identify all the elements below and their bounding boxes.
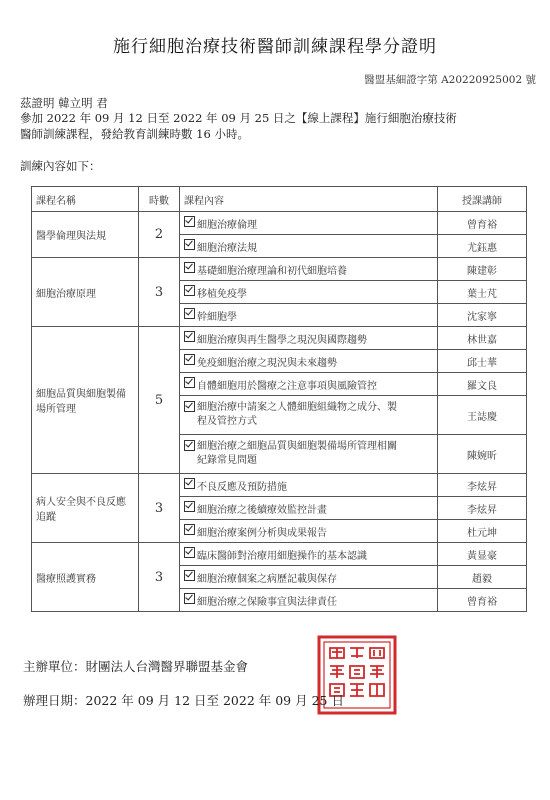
teacher-cell: 陳建彰 [438, 258, 527, 281]
header-course-name: 課程名稱 [32, 187, 139, 212]
course-content-cell [180, 373, 438, 396]
statement-line-1: 參加 2022 年 09 月 12 日至 2022 年 09 月 25 日之【線上課程】施行細胞治療技術 [20, 111, 457, 125]
course-content-text: 細胞治療中請案之人體細胞組織物之成分、製程及管控方式 [197, 402, 397, 427]
course-content-cell [180, 281, 438, 304]
checked-checkbox-icon [184, 331, 195, 342]
course-content-text: 細胞治療案例分析與成果報告 [197, 527, 327, 539]
teacher-cell: 林世嘉 [438, 327, 527, 350]
course-content-cell [180, 589, 438, 612]
course-content-text: 免疫細胞治療之現況與未來趨勢 [197, 357, 337, 369]
course-hours-cell: 3 [139, 543, 180, 612]
course-hours-cell: 3 [139, 258, 180, 327]
teacher-cell: 邱士華 [438, 350, 527, 373]
checked-checkbox-icon [184, 308, 195, 319]
teacher-cell: 王誌慶 [438, 396, 527, 435]
organizer-line: 主辦單位：財團法人台灣醫界聯盟基金會 [23, 659, 249, 674]
checked-checkbox-icon [184, 354, 195, 365]
course-content-text: 細胞治療與再生醫學之現況與國際趨勢 [197, 334, 367, 346]
checked-checkbox-icon [184, 570, 195, 581]
teacher-cell: 李炫昇 [438, 474, 527, 497]
header-hours: 時數 [139, 187, 180, 212]
checked-checkbox-icon [184, 401, 195, 412]
teacher-cell: 李炫昇 [438, 497, 527, 520]
course-content-text: 細胞治療倫理 [197, 219, 257, 231]
course-hours-cell: 2 [139, 212, 180, 258]
contents-label: 訓練內容如下： [20, 159, 101, 173]
course-content-text: 細胞治療之後續療效監控計畫 [197, 504, 327, 516]
course-hours-cell: 5 [139, 327, 180, 474]
checked-checkbox-icon [184, 524, 195, 535]
teacher-cell: 葉士芃 [438, 281, 527, 304]
course-content-text: 細胞治療個案之病歷記載與保存 [197, 573, 337, 585]
checked-checkbox-icon [184, 262, 195, 273]
document-number: 醫盟基細證字第 A20220925002 號 [364, 74, 536, 86]
table-header-row [32, 187, 527, 212]
course-content-text: 不良反應及預防措施 [197, 481, 287, 493]
course-content-text: 基礎細胞治療理論和初代細胞培養 [197, 265, 347, 277]
teacher-cell: 曾育裕 [438, 212, 527, 235]
checked-checkbox-icon [184, 216, 195, 227]
table-row [32, 474, 527, 497]
certify-line: 茲證明 韓立明 君 [20, 96, 108, 110]
course-content-cell [180, 435, 438, 474]
table-row [32, 543, 527, 566]
statement-line-2: 醫師訓練課程，發給教育訓練時數 16 小時。 [20, 127, 249, 141]
header-teacher: 授課講師 [438, 187, 527, 212]
checked-checkbox-icon [184, 501, 195, 512]
teacher-cell: 黃显豪 [438, 543, 527, 566]
course-content-cell [180, 520, 438, 543]
course-name-cell: 病人安全與不良反應追蹤 [32, 474, 139, 543]
course-name-cell: 細胞品質與細胞製備場所管理 [32, 327, 139, 474]
course-name-cell: 醫療照護實務 [32, 543, 139, 612]
checked-checkbox-icon [184, 478, 195, 489]
course-content-cell [180, 396, 438, 435]
teacher-cell: 陳婉昕 [438, 435, 527, 474]
course-content-cell [180, 235, 438, 258]
table-row [32, 327, 527, 350]
course-content-text: 移植免疫學 [197, 288, 247, 300]
teacher-cell: 沈家寧 [438, 304, 527, 327]
course-content-cell [180, 543, 438, 566]
teacher-cell: 曾育裕 [438, 589, 527, 612]
course-content-text: 臨床醫師對治療用細胞操作的基本認識 [197, 550, 367, 562]
header-content: 課程內容 [180, 187, 438, 212]
checked-checkbox-icon [184, 239, 195, 250]
course-content-cell [180, 474, 438, 497]
teacher-cell: 趙毅 [438, 566, 527, 589]
course-content-cell [180, 258, 438, 281]
checked-checkbox-icon [184, 285, 195, 296]
course-content-cell [180, 212, 438, 235]
course-content-cell [180, 327, 438, 350]
course-content-text: 細胞治療法規 [197, 242, 257, 254]
course-content-text: 細胞治療之保險事宜與法律責任 [197, 596, 337, 608]
course-content-text: 細胞治療之細胞品質與細胞製備場所管理相關紀錄常見問題 [197, 441, 397, 466]
course-table [31, 186, 527, 612]
teacher-cell: 羅文良 [438, 373, 527, 396]
checked-checkbox-icon [184, 593, 195, 604]
course-content-cell [180, 566, 438, 589]
table-row [32, 258, 527, 281]
course-content-text: 自體細胞用於醫療之注意事項與風險管控 [197, 380, 377, 392]
course-content-cell [180, 350, 438, 373]
checked-checkbox-icon [184, 547, 195, 558]
teacher-cell: 杜元坤 [438, 520, 527, 543]
course-content-text: 幹細胞學 [197, 311, 237, 323]
course-hours-cell: 3 [139, 474, 180, 543]
table-row [32, 212, 527, 235]
course-name-cell: 細胞治療原理 [32, 258, 139, 327]
teacher-cell: 尤鈺惠 [438, 235, 527, 258]
course-name-cell: 醫學倫理與法規 [32, 212, 139, 258]
document-title: 施行細胞治療技術醫師訓練課程學分證明 [113, 37, 437, 57]
course-content-cell [180, 304, 438, 327]
date-line: 辦理日期：2022 年 09 月 12 日至 2022 年 09 月 25 日 [23, 693, 344, 708]
checked-checkbox-icon [184, 377, 195, 388]
course-content-cell [180, 497, 438, 520]
checked-checkbox-icon [184, 440, 195, 451]
